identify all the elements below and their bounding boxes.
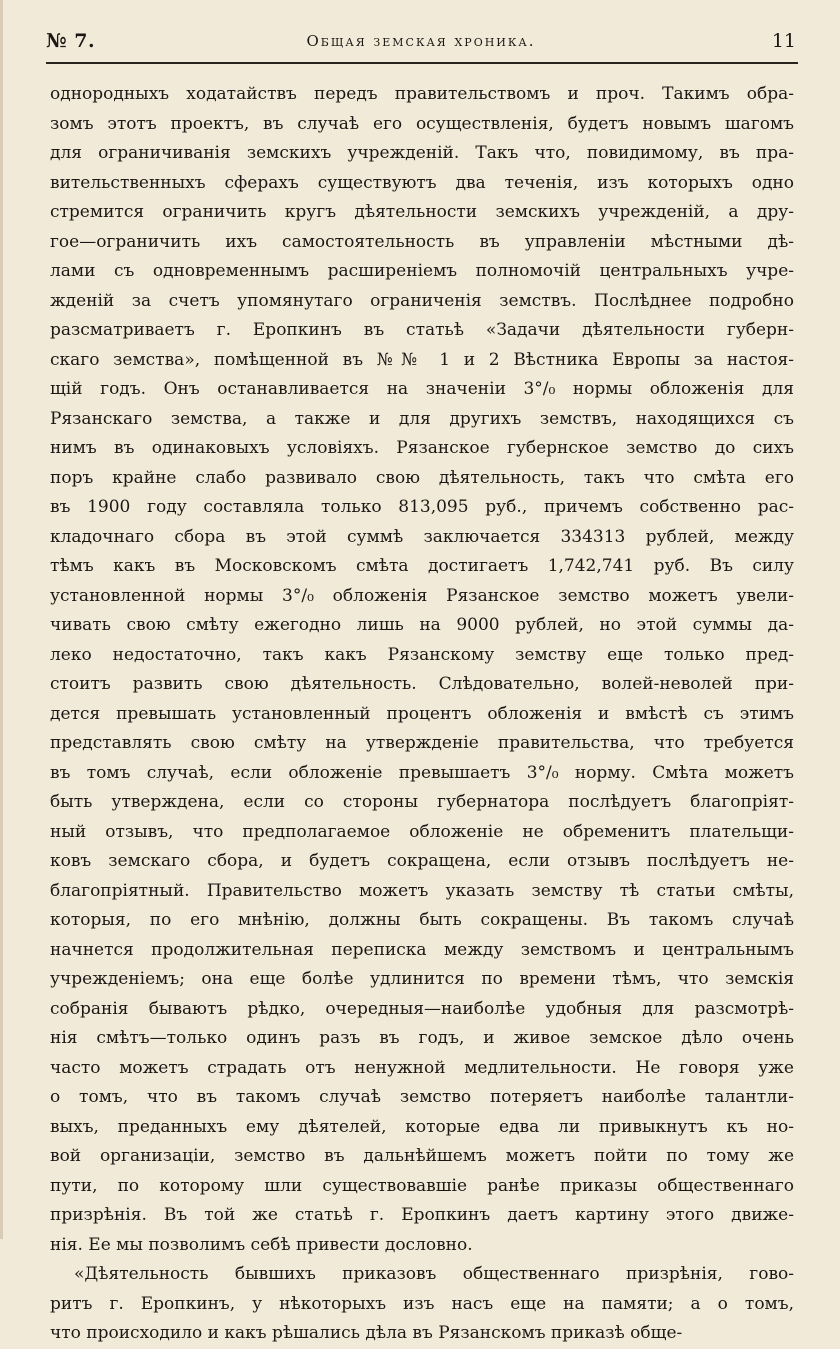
text-line: быть утверждена, если со стороны губернатора послѣдуетъ благопріят- bbox=[50, 792, 794, 812]
text-line: о томъ, что въ такомъ случаѣ земство потеряетъ наиболѣе талантли- bbox=[50, 1087, 794, 1107]
text-line: ритъ г. Еропкинъ, у нѣкоторыхъ изъ насъ еще на памяти; а о томъ, bbox=[50, 1293, 794, 1314]
text-line: зомъ этотъ проектъ, въ случаѣ его осуществленія, будетъ новымъ шагомъ bbox=[50, 113, 794, 134]
text-line: вой организаціи, земство въ дальнѣйшемъ можетъ пойти по тому же bbox=[50, 1146, 794, 1166]
text-line: ный отзывъ, что предполагаемое обложеніе не обременитъ плательщи- bbox=[50, 821, 794, 842]
text-line: щій годъ. Онъ останавливается на значеніи 3°/₀ нормы обложенія для bbox=[50, 379, 794, 399]
text-line: лами съ одновременнымъ расширеніемъ полномочій центральныхъ учре- bbox=[50, 261, 794, 281]
body-text bbox=[50, 80, 794, 1349]
text-line: которыя, по его мнѣнію, должны быть сокращены. Въ такомъ случаѣ bbox=[50, 910, 794, 930]
page-edge bbox=[0, 0, 3, 1239]
text-line: жденій за счетъ упомянутаго ограниченія земствъ. Послѣднее подробно bbox=[50, 290, 794, 311]
text-line: собранія бываютъ рѣдко, очередныя—наиболѣе удобныя для разсмотрѣ- bbox=[50, 998, 794, 1019]
text-line: ковъ земскаго сбора, и будетъ сокращена, если отзывъ послѣдуетъ не- bbox=[50, 851, 794, 871]
text-line: выхъ, преданныхъ ему дѣятелей, которые едва ли привыкнутъ къ но- bbox=[50, 1116, 794, 1137]
text-line: нія смѣтъ—только одинъ разъ въ годъ, и живое земское дѣло очень bbox=[50, 1028, 794, 1048]
text-line: однородныхъ ходатайствъ передъ правительствомъ и проч. Такимъ обра- bbox=[50, 84, 794, 104]
text-line: часто можетъ страдать отъ ненужной медлительности. Не говоря уже bbox=[50, 1057, 794, 1078]
text-line: леко недостаточно, такъ какъ Рязанскому земству еще только пред- bbox=[50, 644, 794, 665]
text-line: чивать свою смѣту ежегодно лишь на 9000 рублей, но этой суммы да- bbox=[50, 615, 794, 635]
text-line: скаго земства», помѣщенной въ №№ 1 и 2 Вѣстника Европы за настоя- bbox=[50, 349, 794, 370]
text-line: начнется продолжительная переписка между земствомъ и центральнымъ bbox=[50, 939, 794, 960]
text-line: въ томъ случаѣ, если обложеніе превышаетъ 3°/₀ норму. Смѣта можетъ bbox=[50, 762, 794, 783]
text-line: для ограничиванія земскихъ учрежденій. Такъ что, повидимому, въ пра- bbox=[50, 143, 794, 163]
running-header bbox=[46, 30, 796, 60]
text-line: въ 1900 году составляла только 813,095 руб., причемъ собственно рас- bbox=[50, 497, 794, 517]
text-line: стремится ограничить кругъ дѣятельности земскихъ учрежденій, а дру- bbox=[50, 202, 794, 222]
text-line: кладочнаго сбора въ этой суммѣ заключается 334313 рублей, между bbox=[50, 526, 794, 547]
text-line: представлять свою смѣту на утвержденіе правительства, что требуется bbox=[50, 733, 794, 753]
text-line: нія. Ее мы позволимъ себѣ привести дословно. bbox=[50, 1234, 473, 1255]
text-line: нимъ въ одинаковыхъ условіяхъ. Рязанское губернское земство до сихъ bbox=[50, 438, 794, 458]
text-line: «Дѣятельность бывшихъ приказовъ общественнаго призрѣнія, гово- bbox=[74, 1264, 794, 1284]
section-title: Общая земская хроника. bbox=[306, 32, 536, 50]
text-line: тѣмъ какъ въ Московскомъ смѣта достигаетъ 1,742,741 руб. Въ силу bbox=[50, 556, 794, 576]
text-line: учрежденіемъ; она еще болѣе удлинится по времени тѣмъ, что земскія bbox=[50, 969, 794, 989]
text-line: что происходило и какъ рѣшались дѣла въ Рязанскомъ приказѣ обще- bbox=[50, 1323, 683, 1343]
text-line: гое—ограничить ихъ самостоятельность въ управленіи мѣстными дѣ- bbox=[50, 231, 794, 252]
header-rule bbox=[46, 62, 798, 64]
text-line: благопріятный. Правительство можетъ указать земству тѣ статьи смѣты, bbox=[50, 880, 794, 901]
text-line: вительственныхъ сферахъ существуютъ два теченія, изъ которыхъ одно bbox=[50, 172, 794, 193]
text-line: разсматриваетъ г. Еропкинъ въ статьѣ «Задачи дѣятельности губерн- bbox=[50, 320, 794, 340]
text-line: Рязанскаго земства, а также и для другихъ земствъ, находящихся съ bbox=[50, 408, 794, 429]
page-number: 11 bbox=[771, 30, 796, 52]
text-line: стоитъ развить свою дѣятельность. Слѣдовательно, волей-неволей при- bbox=[50, 674, 794, 694]
text-line: поръ крайне слабо развивало свою дѣятельность, такъ что смѣта его bbox=[50, 467, 794, 488]
text-line: установленной нормы 3°/₀ обложенія Рязанское земство можетъ увели- bbox=[50, 585, 794, 606]
text-line: дется превышать установленный процентъ обложенія и вмѣстѣ съ этимъ bbox=[50, 703, 794, 724]
issue-number: № 7. bbox=[46, 30, 96, 52]
text-line: пути, по которому шли существовавшіе ранѣе приказы общественнаго bbox=[50, 1175, 794, 1196]
text-line: призрѣнія. Въ той же статьѣ г. Еропкинъ даетъ картину этого движе- bbox=[50, 1205, 794, 1225]
